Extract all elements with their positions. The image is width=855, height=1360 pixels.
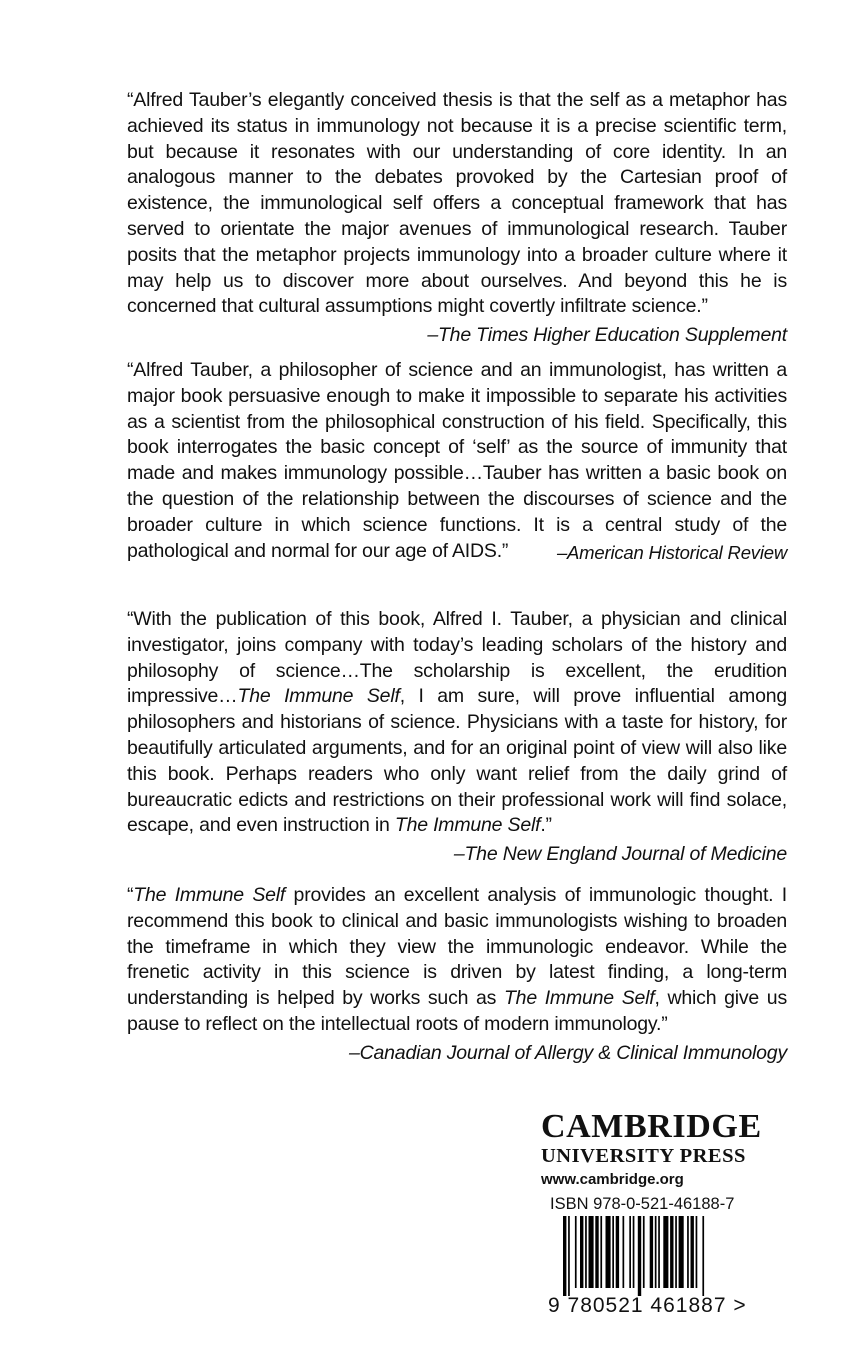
- barcode: [545, 1216, 745, 1296]
- barcode-bar: [595, 1216, 598, 1288]
- publisher-logo: [541, 1110, 781, 1188]
- barcode-bar: [679, 1216, 684, 1288]
- barcode-bar: [616, 1216, 619, 1288]
- review-4-text-a: “: [127, 884, 134, 906]
- barcode-bar: [643, 1216, 645, 1288]
- barcode-bar: [655, 1216, 657, 1288]
- barcode-bar: [568, 1216, 570, 1296]
- barcode-bar: [658, 1216, 660, 1288]
- barcode-bar: [589, 1216, 594, 1288]
- review-4-text-b: provides an excellent analysis of immunologic thought. I recommend this book to clinical and basic immunologists wishing to broaden the timeframe in which they view the immunologic endeavor. While the frenetic activity in this science is driven by latest finding, a long-term understanding is helped by works such as: [127, 884, 787, 1010]
- review-2-text: “Alfred Tauber, a philosopher of science and an immunologist, has written a major book persuasive enough to make it impossible to separate his activities as a scientist from the philosophical construction of his field. Specifically, this book interrogates the basic concept of ‘self’ as the source of immunity that made and makes immunology possible…Tauber has written a basic book on the question of the relationship between the discourses of science and the broader culture in which science functions. It is a central study of the pathological and normal for our age of AIDS.”: [127, 359, 787, 562]
- publisher-subtitle: UNIVERSITY PRESS: [541, 1145, 746, 1167]
- review-3: [127, 607, 787, 868]
- barcode-bars-icon: [545, 1216, 745, 1296]
- book-title-italic: The Immune Self: [237, 685, 400, 708]
- barcode-digits: 9 780521 461887 >: [548, 1294, 747, 1317]
- barcode-bar: [650, 1216, 653, 1288]
- barcode-bar: [675, 1216, 677, 1288]
- review-3-text: [127, 607, 787, 839]
- review-2: [127, 358, 787, 566]
- review-4-text: [127, 883, 787, 1038]
- review-3-text-b: , I am sure, will prove influential among philosophers and historians of science. Physicians with a taste for history, for beautifully articulated arguments, and for an original point of view will also like this book. Perhaps readers who only want relief from the daily grind of bureaucratic edicts and restrictions on their professional work will find solace, escape, and even instruction in: [127, 685, 788, 837]
- barcode-bar: [563, 1216, 566, 1296]
- barcode-bar: [687, 1216, 689, 1288]
- barcode-bar: [696, 1216, 698, 1288]
- review-4-text-c: , which give us pause to reflect on the intellectual roots of modern immunology.”: [127, 987, 787, 1035]
- review-1: [127, 88, 787, 349]
- review-4: [127, 883, 787, 1067]
- barcode-bar: [663, 1216, 668, 1288]
- book-title-italic: The Immune Self: [133, 884, 286, 906]
- review-2-source: –American Historical Review: [556, 542, 787, 564]
- barcode-bar: [623, 1216, 625, 1288]
- barcode-bar: [580, 1216, 583, 1288]
- barcode-bar: [606, 1216, 611, 1288]
- book-title-italic: The Immune Self: [394, 814, 541, 837]
- publisher-name: CAMBRIDGE: [541, 1108, 762, 1145]
- barcode-bar: [629, 1216, 631, 1288]
- barcode-bar: [633, 1216, 635, 1288]
- barcode-bar: [585, 1216, 587, 1288]
- review-4-source: –Canadian Journal of Allergy & Clinical Immunology: [348, 1041, 787, 1064]
- barcode-bar: [702, 1216, 704, 1296]
- barcode-bar: [638, 1216, 641, 1296]
- review-3-text-c: .”: [540, 814, 552, 837]
- review-3-source: –The New England Journal of Medicine: [453, 843, 787, 866]
- book-title-italic: The Immune Self: [503, 987, 655, 1010]
- review-1-text: “Alfred Tauber’s elegantly conceived thesis is that the self as a metaphor has achieved its status in immunology not because it is a precise scientific term, but because it resonates with our understanding of core identity. In an analogous manner to the debates provoked by the Cartesian proof of existence, the immunological self offers a conceptual framework that has served to orientate the major avenues of immunological research. Tauber posits that the metaphor projects immunology into a broader culture where it may help us to discover more about ourselves. And beyond this he is concerned that cultural assumptions might covertly infiltrate science.”: [127, 89, 787, 318]
- barcode-bar: [691, 1216, 694, 1288]
- barcode-bar: [600, 1216, 602, 1288]
- isbn-label: ISBN 978-0-521-46188-7: [550, 1195, 735, 1213]
- barcode-bar: [575, 1216, 577, 1288]
- review-1-source: –The Times Higher Education Supplement: [427, 324, 787, 347]
- barcode-bar: [612, 1216, 614, 1288]
- publisher-url: www.cambridge.org: [541, 1171, 684, 1188]
- review-3-text-a: “With the publication of this book, Alfred I. Tauber, a physician and clinical investigator, joins company with today’s leading scholars of the history and philosophy of science…The scholarship is excellent, the erudition impressive…: [127, 608, 787, 708]
- barcode-bar: [670, 1216, 673, 1288]
